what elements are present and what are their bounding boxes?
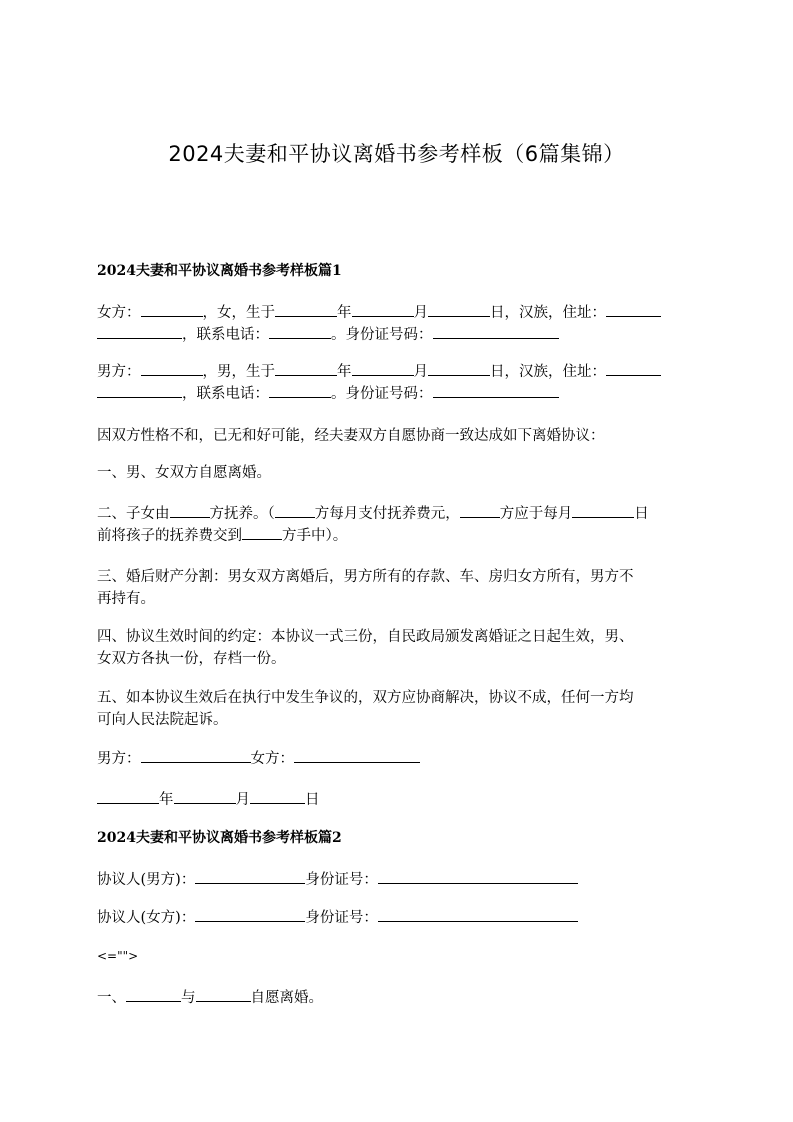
woman-info: 女方： ，女，生于 年 月 日，汉族，住址： ，联系电话： 。身份证号码：: [97, 302, 697, 346]
signature-line: 男方： 女方：: [97, 748, 697, 770]
item-2: 二、子女由 方抚养。（ 方每月支付抚养费元， 方应于每月 日 前将孩子的抚养费交到 方手中）。: [97, 503, 697, 547]
intro-paragraph: 因双方性格不和，已无和好可能，经夫妻双方自愿协商一致达成如下离婚协议：: [97, 428, 605, 444]
section-heading-2: 2024夫妻和平协议离婚书参考样板篇2: [97, 830, 342, 846]
date-line: 年 月 日: [97, 789, 697, 811]
item-3: 三、婚后财产分割：男女双方离婚后，男方所有的存款、车、房归女方所有，男方不 再持有。: [97, 569, 634, 607]
garbled-text: <="">: [97, 949, 139, 963]
item-1: 一、男、女双方自愿离婚。: [97, 465, 271, 481]
party-woman: 协议人(女方)： 身份证号：: [97, 907, 697, 929]
item-4: 四、协议生效时间的约定：本协议一式三份，自民政局颁发离婚证之日起生效，男、 女双方各执一份，存档一份。: [97, 629, 634, 667]
man-info: 男方： ，男，生于 年 月 日，汉族，住址： ，联系电话： 。身份证号码：: [97, 361, 697, 405]
document-title: 2024夫妻和平协议离婚书参考样板（6篇集锦）: [168, 142, 625, 166]
party-man: 协议人(男方)： 身份证号：: [97, 869, 697, 891]
s2-item-1: 一、 与 自愿离婚。: [97, 987, 697, 1009]
section-heading-1: 2024夫妻和平协议离婚书参考样板篇1: [97, 263, 342, 279]
item-5: 五、如本协议生效后在执行中发生争议的，双方应协商解决，协议不成，任何一方均 可向人民法院起诉。: [97, 690, 634, 728]
